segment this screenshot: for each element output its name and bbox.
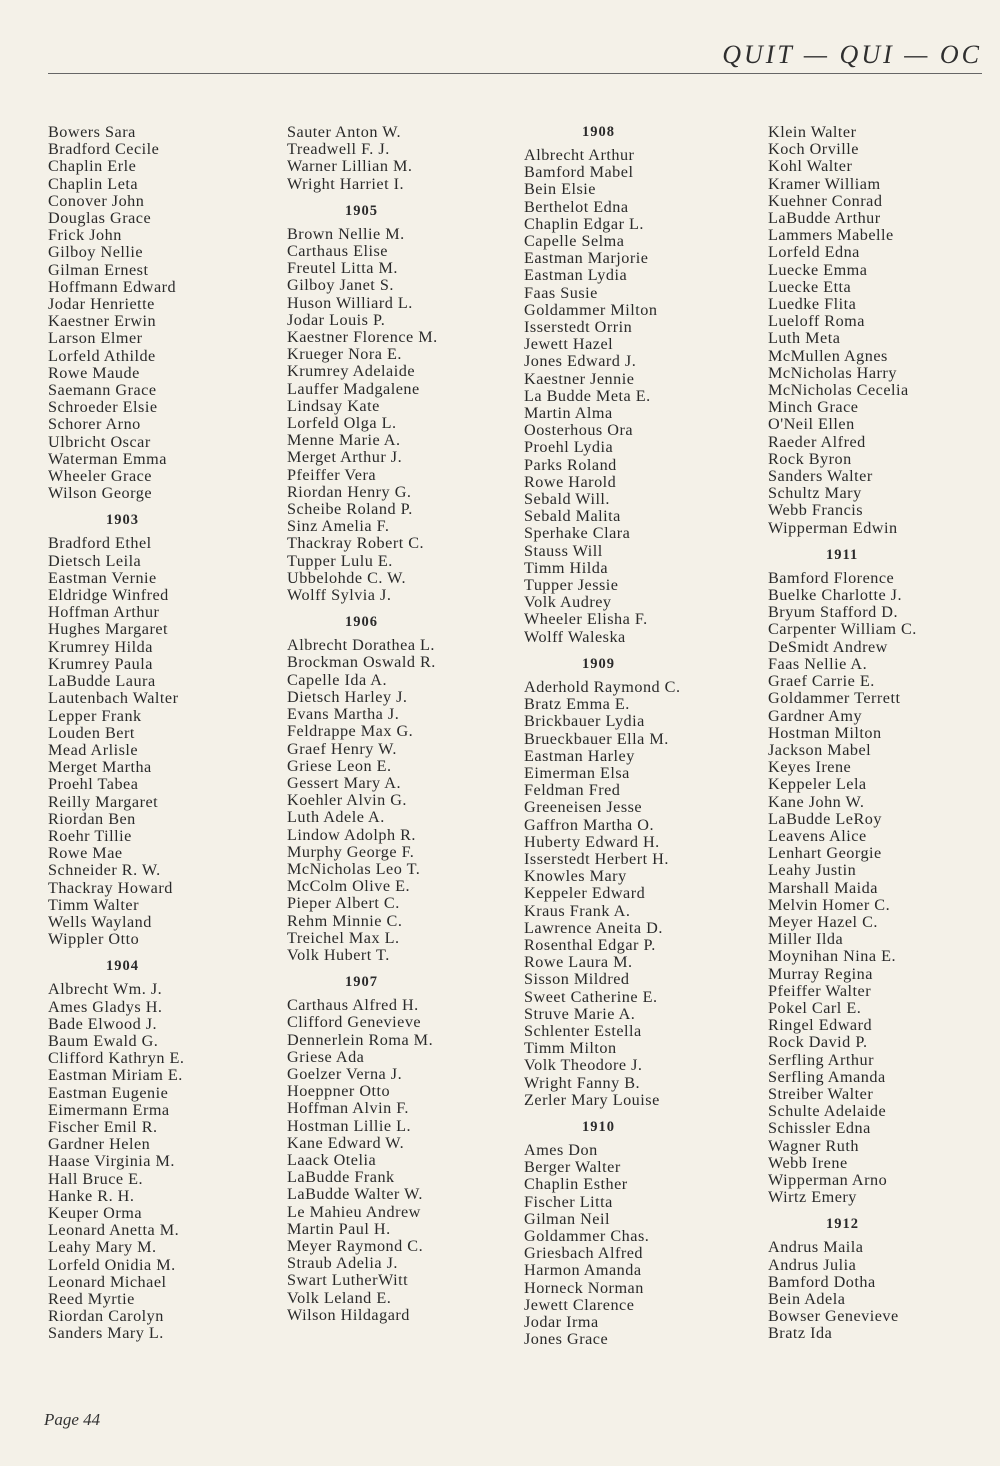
name-entry: Jodar Irma	[524, 1313, 599, 1331]
name-entry: Schneider R. W.	[48, 861, 161, 880]
name-entry: Tupper Lulu E.	[287, 551, 393, 570]
name-entry: Wilson George	[48, 484, 153, 503]
name-entry: Merget Martha	[48, 758, 152, 777]
name-entry: Ames Don	[524, 1140, 598, 1159]
name-entry: Hoffman Arthur	[48, 603, 160, 622]
name-entry: Koch Orville	[768, 140, 859, 159]
name-entry: Schultz Mary	[768, 484, 862, 503]
name-entry: Treichel Max L.	[287, 928, 400, 947]
name-entry: Riordan Ben	[48, 809, 136, 828]
name-entry: Baum Ewald G.	[48, 1031, 159, 1050]
name-entry: McNicholas Leo T.	[287, 859, 421, 878]
column-1	[48, 124, 184, 1343]
name-entry: Schorer Arno	[48, 415, 141, 434]
name-entry: Jewett Hazel	[524, 335, 614, 354]
name-entry: Wright Fanny B.	[524, 1073, 641, 1092]
name-entry: LaBudde LeRoy	[768, 809, 882, 828]
name-entry: Luth Meta	[768, 329, 841, 348]
name-entry: Fischer Litta	[524, 1192, 613, 1211]
name-entry: Lauffer Madgalene	[287, 379, 420, 398]
name-entry: Albrecht Wm. J.	[48, 980, 163, 999]
name-entry: Krumrey Hilda	[48, 637, 153, 656]
name-entry: Sebald Will.	[524, 490, 610, 509]
name-entry: Minch Grace	[768, 398, 859, 417]
name-entry: Mead Arlisle	[48, 740, 139, 759]
name-entry: Jackson Mabel	[768, 740, 872, 759]
name-entry: Jodar Henriette	[48, 295, 155, 314]
name-entry: Wright Harriet I.	[287, 174, 405, 193]
name-entry: Frick John	[48, 226, 122, 245]
name-entry: Greeneisen Jesse	[524, 798, 643, 817]
name-entry: Keuper Orma	[48, 1203, 143, 1222]
name-entry: DeSmidt Andrew	[768, 637, 888, 656]
header-rule	[48, 73, 982, 74]
name-entry: Hostman Lillie L.	[287, 1116, 412, 1135]
name-entry: Kaestner Florence M.	[287, 328, 438, 347]
name-entry: Brueckbauer Ella M.	[524, 729, 669, 748]
name-entry: Lindow Adolph R.	[287, 825, 416, 844]
name-entry: Fischer Emil R.	[48, 1117, 158, 1136]
name-entry: Hoffmann Edward	[48, 277, 177, 296]
name-entry: Faas Nellie A.	[768, 654, 868, 673]
name-entry: Sisson Mildred	[524, 970, 630, 989]
name-entry: Keyes Irene	[768, 758, 852, 777]
name-entry: Krumrey Adelaide	[287, 362, 416, 381]
name-entry: Jewett Clarence	[524, 1295, 635, 1314]
name-entry: Martin Alma	[524, 404, 613, 423]
name-entry: Pokel Carl E.	[768, 998, 862, 1017]
name-entry: Ulbricht Oscar	[48, 432, 151, 451]
name-entry: Brockman Oswald R.	[287, 653, 436, 672]
name-entry: Proehl Lydia	[524, 438, 614, 457]
name-entry: Berthelot Edna	[524, 197, 629, 216]
name-entry: Kraus Frank A.	[524, 901, 631, 920]
name-entry: Sanders Mary L.	[48, 1324, 164, 1343]
name-entry: Treadwell F. J.	[287, 140, 390, 159]
name-entry: Dietsch Harley J.	[287, 687, 408, 706]
page-number: Page 44	[44, 1410, 101, 1429]
name-entry: Leonard Michael	[48, 1272, 167, 1291]
name-entry: Isserstedt Orrin	[524, 318, 633, 337]
year-heading: 1911	[826, 546, 859, 563]
name-entry: Gessert Mary A.	[287, 773, 402, 792]
name-entry: Goldammer Milton	[524, 300, 658, 319]
name-entry: Stauss Will	[524, 541, 603, 560]
name-entry: Eldridge Winfred	[48, 586, 169, 605]
name-entry: Serfling Arthur	[768, 1050, 874, 1069]
name-entry: Brickbauer Lydia	[524, 712, 645, 731]
name-entry: Ringel Edward	[768, 1016, 873, 1035]
name-entry: Bein Adela	[768, 1290, 846, 1308]
name-entry: Le Mahieu Andrew	[287, 1202, 421, 1221]
name-entry: Clifford Genevieve	[287, 1013, 422, 1032]
name-entry: Keppeler Lela	[768, 775, 867, 794]
name-entry: Isserstedt Herbert H.	[524, 849, 669, 868]
name-entry: Carpenter William C.	[768, 620, 917, 639]
name-entry: Streiber Walter	[768, 1084, 874, 1103]
name-entry: McColm Olive E.	[287, 877, 411, 896]
name-entry: Ames Gladys H.	[48, 997, 163, 1016]
name-entry: Gilboy Nellie	[48, 243, 144, 262]
name-entry: Sperhake Clara	[524, 524, 631, 543]
name-entry: Eastman Marjorie	[524, 249, 649, 268]
name-entry: Hoeppner Otto	[287, 1082, 391, 1101]
name-entry: Wells Wayland	[48, 912, 152, 931]
name-entry: Moynihan Nina E.	[768, 947, 897, 966]
name-entry: Graef Carrie E.	[768, 672, 875, 691]
name-entry: Buelke Charlotte J.	[768, 586, 903, 605]
name-entry: Dennerlein Roma M.	[287, 1030, 434, 1049]
year-heading: 1904	[106, 958, 139, 975]
name-entry: Jones Edward J.	[524, 352, 637, 371]
name-entry: Leahy Mary M.	[48, 1238, 157, 1257]
column-2	[287, 124, 438, 1324]
name-entry: Murphy George F.	[287, 842, 415, 861]
year-heading: 1910	[582, 1118, 615, 1135]
year-heading: 1906	[345, 614, 378, 631]
name-entry: Andrus Maila	[768, 1238, 864, 1257]
name-entry: Gardner Helen	[48, 1135, 151, 1154]
column-3	[524, 124, 681, 1348]
name-entry: Lautenbach Walter	[48, 689, 179, 708]
name-entry: Bamford Florence	[768, 568, 895, 587]
name-entry: Knowles Mary	[524, 867, 627, 886]
name-entry: Laack Otelia	[287, 1150, 377, 1169]
name-entry: Kaestner Jennie	[524, 369, 635, 388]
name-entry: Carthaus Alfred H.	[287, 996, 419, 1015]
name-entry: Webb Francis	[768, 501, 864, 520]
name-entry: Pfeiffer Vera	[287, 465, 377, 484]
name-entry: Lorfeld Edna	[768, 243, 860, 262]
name-entry: Wolff Waleska	[524, 627, 626, 646]
name-entry: Feldman Fred	[524, 781, 621, 800]
name-entry: Lammers Mabelle	[768, 226, 894, 245]
name-entry: Merget Arthur J.	[287, 448, 403, 467]
name-entry: Freutel Litta M.	[287, 259, 398, 278]
name-entry: Bein Elsie	[524, 180, 596, 199]
name-entry: Murray Regina	[768, 964, 873, 983]
name-entry: Swart LutherWitt	[287, 1271, 409, 1290]
name-entry: Feldrappe Max G.	[287, 722, 414, 741]
name-entry: La Budde Meta E.	[524, 386, 651, 405]
name-entry: Griesbach Alfred	[524, 1244, 644, 1263]
name-entry: Bowers Sara	[48, 123, 136, 141]
name-entry: Harmon Amanda	[524, 1261, 642, 1280]
name-entry: LaBudde Walter W.	[287, 1185, 423, 1204]
name-entry: Pieper Albert C.	[287, 894, 400, 913]
name-entry: McNicholas Harry	[768, 363, 897, 382]
name-entry: Gilman Ernest	[48, 260, 149, 279]
name-entry: Jones Grace	[524, 1330, 609, 1349]
name-entry: Albrecht Dorathea L.	[287, 636, 435, 655]
name-entry: Griese Leon E.	[287, 756, 392, 775]
year-heading: 1903	[106, 512, 139, 529]
name-entry: Wheeler Grace	[48, 467, 152, 486]
name-entry: Schissler Edna	[768, 1119, 871, 1138]
name-entry: Hanke R. H.	[48, 1186, 135, 1205]
name-entry: Gardner Amy	[768, 706, 863, 725]
name-entry: Kohl Walter	[768, 157, 853, 176]
name-entry: Kuehner Conrad	[768, 191, 883, 210]
name-entry: Kaestner Erwin	[48, 312, 157, 331]
name-entry: Rock David P.	[768, 1033, 868, 1052]
name-entry: Larson Elmer	[48, 329, 143, 348]
name-entry: Lorfeld Athilde	[48, 346, 156, 365]
name-entry: Raeder Alfred	[768, 432, 866, 451]
name-entry: Luedke Flita	[768, 295, 857, 314]
name-entry: Kane John W.	[768, 792, 865, 811]
name-entry: Melvin Homer C.	[768, 895, 891, 914]
name-entry: Chaplin Esther	[524, 1175, 628, 1194]
name-entry: Scheibe Roland P.	[287, 500, 413, 519]
name-entry: Marshall Maida	[768, 878, 878, 897]
name-entry: Thackray Robert C.	[287, 534, 425, 553]
name-entry: Wolff Sylvia J.	[287, 586, 392, 605]
name-entry: Goldammer Chas.	[524, 1226, 650, 1245]
name-entry: Bradford Ethel	[48, 534, 152, 553]
name-entry: Rowe Laura M.	[524, 953, 633, 972]
name-entry: Rowe Maude	[48, 363, 140, 382]
name-entry: Gilboy Janet S.	[287, 276, 394, 295]
name-entry: Timm Hilda	[524, 558, 609, 577]
name-entry: Wheeler Elisha F.	[524, 610, 648, 629]
name-entry: Rehm Minnie C.	[287, 911, 403, 930]
name-entry: Eastman Lydia	[524, 266, 628, 285]
name-entry: Menne Marie A.	[287, 431, 401, 450]
name-entry: Hall Bruce E.	[48, 1169, 144, 1188]
name-entry: Eimerman Elsa	[524, 763, 630, 782]
year-heading: 1908	[582, 124, 615, 140]
name-entry: Wagner Ruth	[768, 1136, 859, 1155]
name-entry: Goelzer Verna J.	[287, 1064, 403, 1083]
name-entry: Rowe Harold	[524, 472, 617, 491]
name-entry: Evans Martha J.	[287, 705, 400, 724]
name-entry: Haase Virginia M.	[48, 1152, 175, 1171]
name-entry: Capelle Selma	[524, 232, 625, 251]
name-entry: Louden Bert	[48, 723, 135, 742]
name-entry: Bade Elwood J.	[48, 1014, 158, 1033]
name-entry: Goldammer Terrett	[768, 689, 901, 708]
name-entry: Eimermann Erma	[48, 1100, 170, 1119]
name-entry: Meyer Hazel C.	[768, 912, 878, 931]
name-entry: LaBudde Frank	[287, 1168, 395, 1187]
name-entry: Zerler Mary Louise	[524, 1090, 660, 1109]
name-entry: Rowe Mae	[48, 844, 123, 863]
name-entry: Jodar Louis P.	[287, 310, 386, 329]
name-entry: Pfeiffer Walter	[768, 981, 872, 1000]
name-entry: Wilson Hildagard	[287, 1305, 410, 1324]
name-entry: Bowser Genevieve	[768, 1307, 899, 1326]
name-entry: Saemann Grace	[48, 381, 157, 400]
name-entry: Chaplin Edgar L.	[524, 214, 644, 233]
name-entry: Hoffman Alvin F.	[287, 1099, 409, 1118]
name-entry: LaBudde Laura	[48, 672, 156, 691]
name-entry: Sinz Amelia F.	[287, 517, 390, 536]
name-entry: Ubbelohde C. W.	[287, 568, 407, 587]
year-heading: 1909	[582, 655, 615, 672]
name-entry: Luecke Etta	[768, 277, 852, 296]
name-entry: Martin Paul H.	[287, 1219, 391, 1238]
name-entry: Eastman Eugenie	[48, 1083, 169, 1102]
name-entry: Parks Roland	[524, 455, 617, 474]
name-entry: Keppeler Edward	[524, 884, 646, 903]
name-entry: Gaffron Martha O.	[524, 815, 655, 834]
name-entry: Bamford Dotha	[768, 1272, 876, 1291]
name-entry: Bratz Emma E.	[524, 695, 630, 714]
name-entry: Lindsay Kate	[287, 396, 380, 415]
name-entry: Eastman Miriam E.	[48, 1066, 183, 1085]
name-entry: Leahy Justin	[768, 861, 857, 880]
name-entry: Carthaus Elise	[287, 242, 388, 261]
name-entry: Timm Walter	[48, 895, 139, 914]
name-entry: Riordan Henry G.	[287, 482, 412, 501]
name-entry: Aderhold Raymond C.	[524, 677, 681, 696]
name-entry: Bryum Stafford D.	[768, 603, 899, 622]
name-entry: Koehler Alvin G.	[287, 791, 407, 810]
year-heading: 1905	[345, 202, 378, 219]
name-entry: Wipperman Arno	[768, 1170, 888, 1189]
name-entry: Oosterhous Ora	[524, 421, 634, 440]
name-entry: Warner Lillian M.	[287, 157, 413, 176]
name-entry: McNicholas Cecelia	[768, 381, 909, 400]
name-entry: Kane Edward W.	[287, 1133, 405, 1152]
name-entry: McMullen Agnes	[768, 346, 888, 365]
name-entry: Horneck Norman	[524, 1278, 644, 1297]
name-entry: Thackray Howard	[48, 878, 173, 897]
name-entry: Chaplin Leta	[48, 174, 139, 193]
name-entry: Straub Adelia J.	[287, 1254, 398, 1273]
year-heading: 1907	[345, 974, 378, 991]
name-entry: Timm Milton	[524, 1039, 617, 1058]
name-entry: Serfling Amanda	[768, 1067, 886, 1086]
name-entry: Brown Nellie M.	[287, 224, 405, 243]
name-entry: Sauter Anton W.	[287, 123, 402, 141]
name-entry: Waterman Emma	[48, 449, 167, 468]
name-entry: Riordan Carolyn	[48, 1307, 164, 1326]
name-entry: Albrecht Arthur	[524, 146, 635, 164]
name-entry: Kramer William	[768, 174, 881, 193]
name-entry: Sanders Walter	[768, 467, 873, 486]
name-entry: Lorfeld Onidia M.	[48, 1255, 176, 1274]
name-entry: Lawrence Aneita D.	[524, 918, 663, 937]
name-entry: Klein Walter	[768, 123, 857, 141]
name-entry: Capelle Ida A.	[287, 670, 388, 689]
name-entry: Volk Leland E.	[287, 1288, 392, 1307]
name-entry: Huberty Edward H.	[524, 832, 660, 851]
name-entry: Reed Myrtie	[48, 1290, 135, 1308]
name-entry: Lueloff Roma	[768, 312, 865, 331]
name-entry: Miller Ilda	[768, 930, 844, 949]
name-entry: Griese Ada	[287, 1047, 365, 1066]
name-entry: Volk Hubert T.	[287, 945, 390, 964]
name-entry: Dietsch Leila	[48, 551, 142, 570]
name-entry: Hughes Margaret	[48, 620, 169, 639]
name-entry: Schroeder Elsie	[48, 398, 158, 417]
name-entry: Bamford Mabel	[524, 163, 634, 182]
name-entry: Rosenthal Edgar P.	[524, 935, 656, 954]
name-entry: Wipperman Edwin	[768, 518, 898, 537]
name-entry: Lorfeld Olga L.	[287, 414, 397, 433]
name-entry: Eastman Harley	[524, 746, 635, 765]
page-header: QUIT — QUI — OC	[722, 40, 982, 69]
name-entry: Schlenter Estella	[524, 1021, 642, 1040]
name-entry: Bratz Ida	[768, 1324, 833, 1343]
name-entry: Douglas Grace	[48, 209, 152, 228]
year-heading: 1912	[826, 1216, 859, 1233]
name-entry: Proehl Tabea	[48, 775, 139, 794]
name-entry: Graef Henry W.	[287, 739, 397, 758]
name-entry: Conover John	[48, 191, 145, 210]
name-entry: Wippler Otto	[48, 930, 140, 949]
name-entry: Schulte Adelaide	[768, 1102, 887, 1121]
name-entry: Bradford Cecile	[48, 140, 160, 159]
name-entry: Clifford Kathryn E.	[48, 1049, 185, 1068]
name-entry: Tupper Jessie	[524, 576, 619, 595]
name-entry: Huson Williard L.	[287, 293, 413, 312]
name-entry: Lepper Frank	[48, 706, 142, 725]
name-entry: Sweet Catherine E.	[524, 987, 658, 1006]
name-entry: Berger Walter	[524, 1158, 621, 1177]
name-entry: Volk Audrey	[524, 593, 612, 612]
name-entry: Volk Theodore J.	[524, 1056, 643, 1075]
name-entry: Gilman Neil	[524, 1209, 610, 1228]
name-entry: Webb Irene	[768, 1153, 848, 1172]
name-entry: LaBudde Arthur	[768, 209, 881, 228]
name-entry: Wirtz Emery	[768, 1188, 857, 1207]
name-entry: Rock Byron	[768, 449, 852, 468]
name-entry: Faas Susie	[524, 283, 598, 302]
column-4	[768, 124, 917, 1343]
name-entry: Struve Marie A.	[524, 1004, 636, 1023]
name-entry: Krueger Nora E.	[287, 345, 402, 364]
name-entry: Luth Adele A.	[287, 808, 385, 827]
name-entry: Reilly Margaret	[48, 792, 159, 811]
name-entry: Andrus Julia	[768, 1255, 857, 1274]
name-entry: Roehr Tillie	[48, 826, 132, 845]
name-entry: Krumrey Paula	[48, 654, 153, 673]
name-entry: Hostman Milton	[768, 723, 882, 742]
name-entry: Leavens Alice	[768, 826, 867, 845]
name-entry: Chaplin Erle	[48, 157, 137, 176]
name-entry: Sebald Malita	[524, 507, 621, 526]
name-entry: Meyer Raymond C.	[287, 1236, 424, 1255]
name-entry: Eastman Vernie	[48, 568, 157, 587]
name-entry: Luecke Emma	[768, 260, 868, 279]
name-entry: O'Neil Ellen	[768, 415, 855, 434]
name-entry: Lenhart Georgie	[768, 844, 882, 863]
name-entry: Leonard Anetta M.	[48, 1221, 180, 1240]
